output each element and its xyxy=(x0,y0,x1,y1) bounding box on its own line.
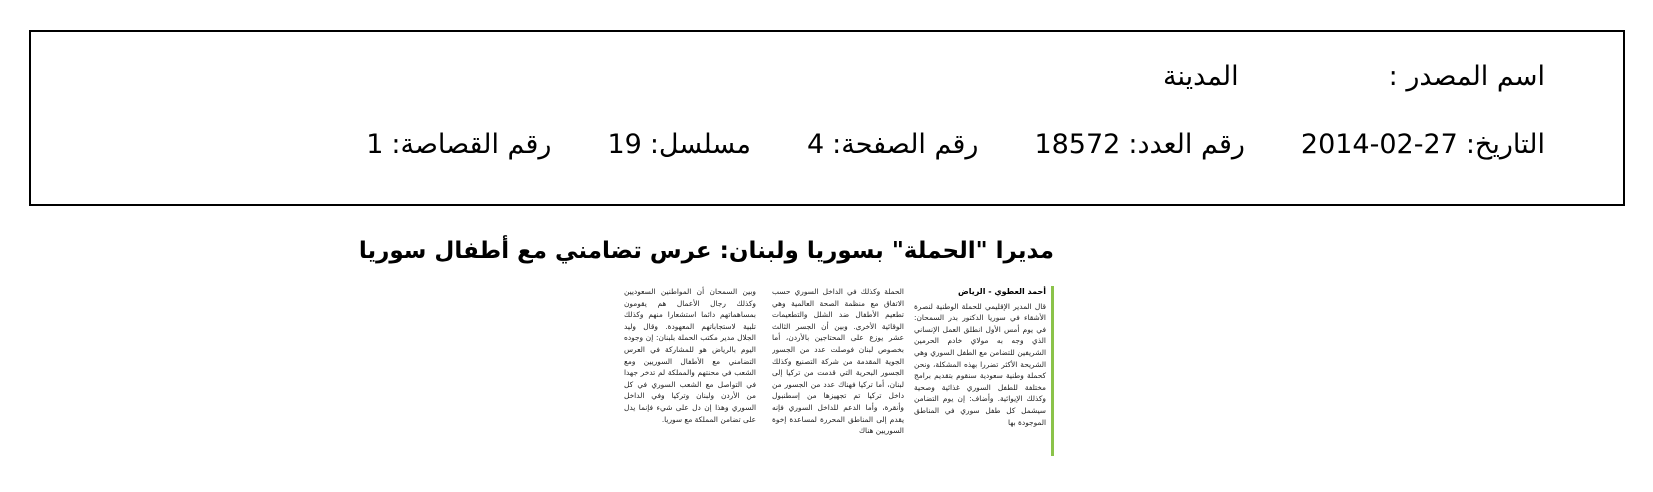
date-field xyxy=(1301,128,1545,162)
newspaper-clipping xyxy=(358,236,1054,466)
clip-field xyxy=(366,128,551,162)
clip-value: 1 xyxy=(366,129,384,160)
article-column-3-text: وبين السمحان أن المواطنين السعوديين وكذلك رجال الأعمال هم يقومون بمساهماتهم دائما استشعارا منهم وكذلك تلبية لاستجاباتهم المعهودة. وقال وليد الجلال مدير مكتب الحملة بلبنان: إن وجوده اليوم بالرياض هو للمشاركة في العرس التضامني مع الأطفال السوريين ومع الشعب في محنتهم والمملكة لم تدخر جهدا في التواصل مع الشعب السوري في كل من الأردن ولبنان وتركيا وفي الداخل السوري وهذا إن دل على شيء فإنما يدل على تضامن المملكة مع سوريا. xyxy=(624,287,756,424)
page-field xyxy=(807,128,979,162)
metadata-row xyxy=(366,128,1545,162)
serial-field xyxy=(607,128,750,162)
article-columns xyxy=(614,286,1054,461)
serial-value: 19 xyxy=(607,129,642,160)
page-value: 4 xyxy=(806,129,825,160)
source-value: المدينة xyxy=(1163,61,1239,92)
source-row xyxy=(1163,60,1545,94)
clip-label: رقم القصاصة: xyxy=(391,129,552,160)
serial-label: مسلسل: xyxy=(649,129,751,160)
article-column-1-text: قال المدير الإقليمي للحملة الوطنية لنصرة الأشقاء في سوريا الدكتور بدر السمحان: في يوم أمس الأول انطلق العمل الإنساني الذي وجه به مولاي خادم الحرمين الشريفين للتضامن مع الطفل السوري وهي الشريحة الأكثر تضررا بهذه المشكلة، ونحن كحملة وطنية سعودية سنقوم بتقديم برامج مختلفة للطفل السوري غذائية وصحية وكذلك الإيوائية. وأضاف: إن يوم التضامن سيشمل كل طفل سوري في المناطق الموجودة بها xyxy=(914,301,1046,427)
article-column-2-text: الحملة وكذلك في الداخل السوري حسب الاتفاق مع منظمة الصحة العالمية وهي تطعيم الأطفال ضد الشلل والتطعيمات الوقائية الأخرى. وبين أن الجسر الثالث عشر يوزع على المحتاجين بالأردن، أما بخصوص لبنان فوصلت عدد من الجسور الجوية المقدمة من شركة التصنيع وكذلك الجسور البحرية التي قدمت من تركيا إلى لبنان، أما تركيا فهناك عدد من الجسور من داخل تركيا تم تجهيزها من إسطنبول وأنقرة، وأما الدعم للداخل السوري فإنه يقدم إلى المناطق المحررة لمساعدة إخوة السوريين هناك xyxy=(772,287,904,436)
article-column-3 xyxy=(624,286,756,456)
issue-value: 18572 xyxy=(1034,129,1121,160)
source-label: اسم المصدر : xyxy=(1388,61,1545,92)
source-info-box xyxy=(29,30,1625,206)
page-label: رقم الصفحة: xyxy=(832,129,979,160)
article-byline: أحمد العطوي - الرياض xyxy=(957,287,1046,296)
article-column-1 xyxy=(914,286,1054,456)
date-label: التاريخ: xyxy=(1465,129,1545,160)
date-value: 2014-02-27 xyxy=(1300,129,1458,160)
issue-field xyxy=(1034,128,1244,162)
article-headline: مديرا "الحملة" بسوريا ولبنان: عرس تضامني مع أطفال سوريا xyxy=(358,238,1054,264)
issue-label: رقم العدد: xyxy=(1128,129,1245,160)
article-column-2 xyxy=(772,286,904,456)
